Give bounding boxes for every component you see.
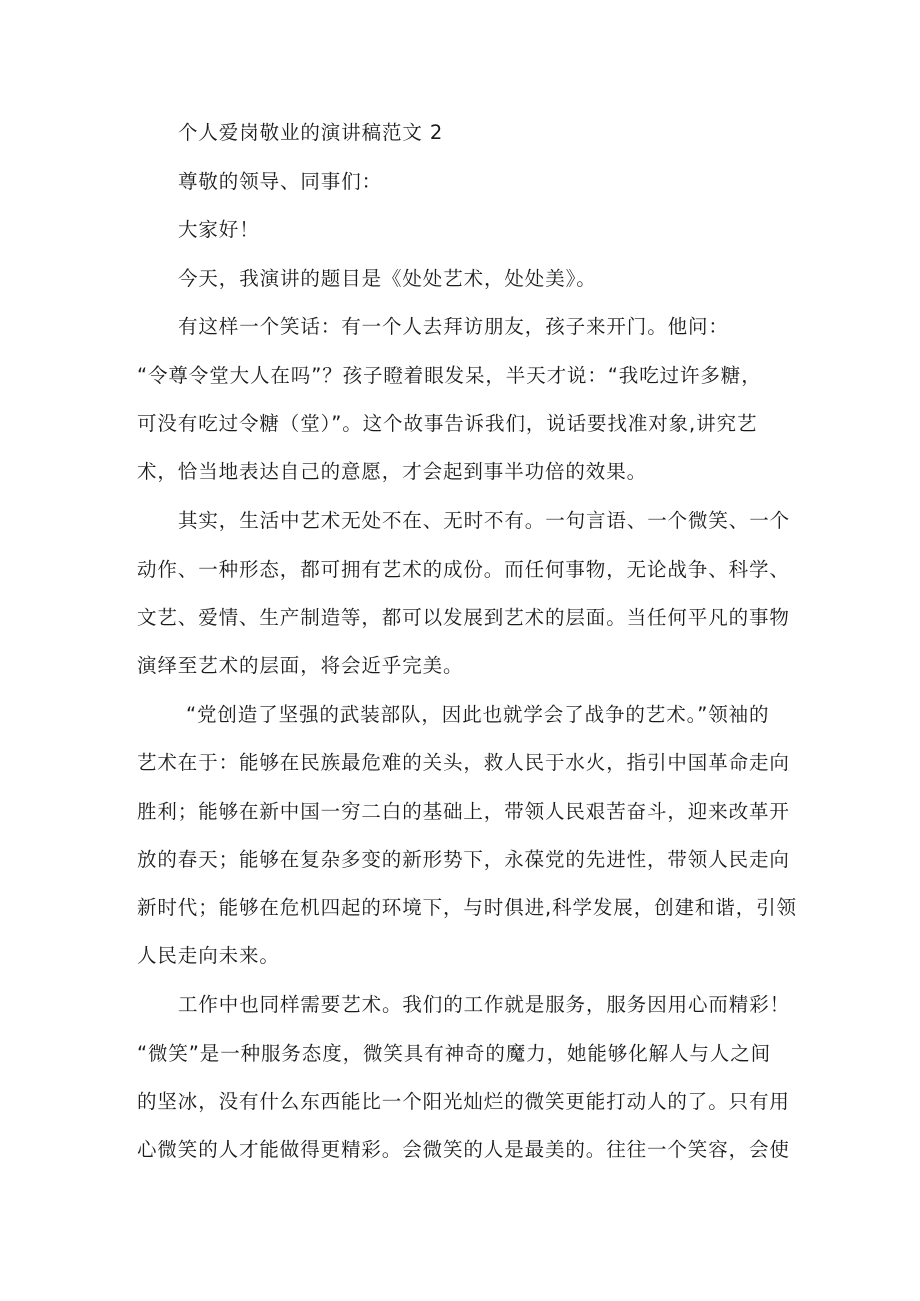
paragraph-3-line-1: “党创造了坚强的武装部队，因此也就学会了战争的艺术。”领袖的	[186, 703, 770, 726]
paragraph-1-line-4: 术，恰当地表达自己的意愿，才会起到事半功倍的效果。	[137, 460, 648, 483]
paragraph-3-line-4: 放的春天；能够在复杂多变的新形势下，永葆党的先进性，带领人民走向	[137, 848, 790, 871]
paragraph-1-line-2: “令尊令堂大人在吗”？孩子瞪着眼发呆，半天才说：“我吃过许多糖，	[137, 364, 762, 387]
paragraph-3-line-2: 艺术在于：能够在民族最危难的关头，救人民于水火，指引中国革命走向	[137, 751, 790, 774]
paragraph-2-line-4: 演绎至艺术的层面，将会近乎完美。	[137, 654, 464, 677]
paragraph-3-line-6: 人民走向未来。	[137, 944, 280, 967]
paragraph-1-line-1: 有这样一个笑话：有一个人去拜访朋友，孩子来开门。他问：	[178, 315, 729, 338]
paragraph-4-line-1: 工作中也同样需要艺术。我们的工作就是服务，服务因用心而精彩！	[178, 993, 791, 1016]
document-title: 个人爱岗敬业的演讲稿范文 2	[178, 121, 444, 144]
greeting: 大家好！	[178, 218, 260, 241]
paragraph-4-line-4: 心微笑的人才能做得更精彩。会微笑的人是最美的。往往一个笑容，会使	[137, 1138, 790, 1161]
salutation: 尊敬的领导、同事们：	[178, 170, 383, 193]
paragraph-3-line-5: 新时代；能够在危机四起的环境下，与时俱进,科学发展，创建和谐，引领	[137, 896, 797, 919]
paragraph-2-line-1: 其实，生活中艺术无处不在、无时不有。一句言语、一个微笑、一个	[178, 509, 791, 532]
paragraph-4-line-2: “微笑”是一种服务态度，微笑具有神奇的魔力，她能够化解人与人之间	[137, 1042, 772, 1065]
paragraph-2-line-2: 动作、一种形态，都可拥有艺术的成份。而任何事物，无论战争、科学、	[137, 558, 790, 581]
paragraph-4-line-3: 的坚冰，没有什么东西能比一个阳光灿烂的微笑更能打动人的了。只有用	[137, 1090, 790, 1113]
paragraph-3-line-3: 胜利；能够在新中国一穷二白的基础上，带领人民艰苦奋斗，迎来改革开	[137, 800, 790, 823]
paragraph-1-line-3: 可没有吃过令糖（堂）”。这个故事告诉我们，说话要找准对象,讲究艺	[137, 412, 758, 435]
intro-line: 今天，我演讲的题目是《处处艺术，处处美》。	[178, 267, 597, 290]
paragraph-2-line-3: 文艺、爱情、生产制造等，都可以发展到艺术的层面。当任何平凡的事物	[137, 606, 790, 629]
